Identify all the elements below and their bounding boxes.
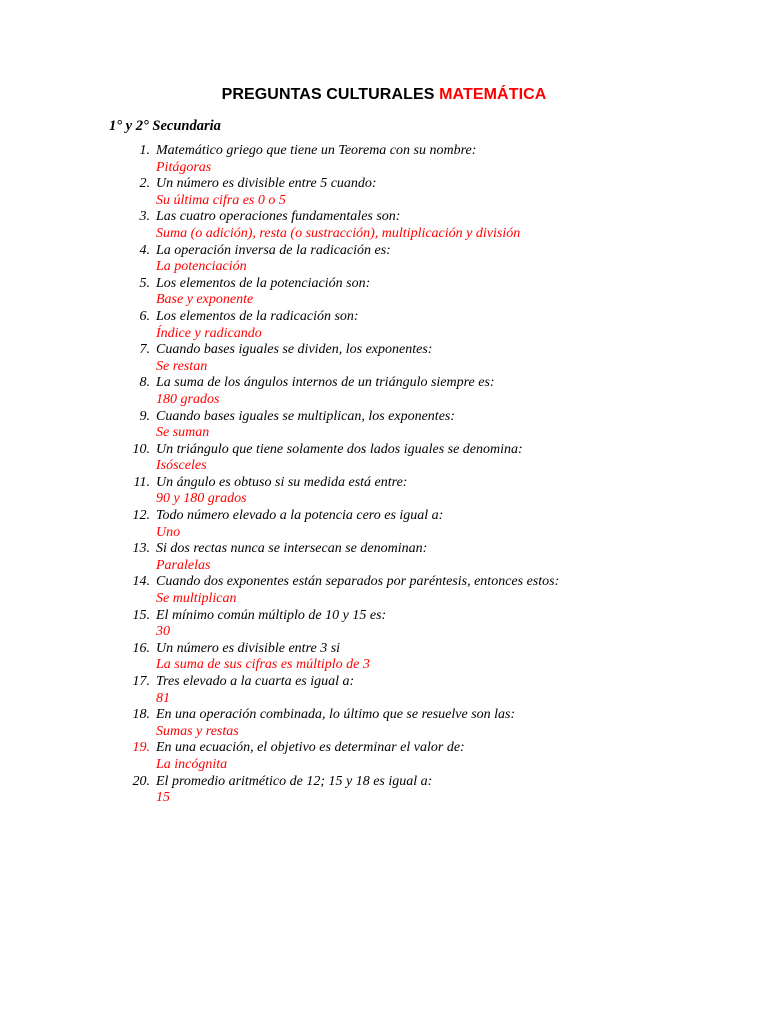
question-item — [0, 409, 768, 442]
answer-text: Índice y radicando — [156, 325, 262, 341]
answer-text: Se suman — [156, 425, 210, 441]
question-number: 20. — [132, 773, 150, 789]
question-text: Si dos rectas nunca se intersecan se denominan: — [156, 541, 428, 557]
question-text: Cuando dos exponentes están separados por paréntesis, entonces estos: — [156, 574, 560, 590]
answer-text: Isósceles — [156, 458, 207, 474]
question-item — [0, 442, 768, 475]
question-item — [0, 375, 768, 408]
answer-text: Paralelas — [156, 557, 211, 573]
question-number: 13. — [132, 541, 150, 557]
question-text: En una ecuación, el objetivo es determinar el valor de: — [156, 740, 465, 756]
question-text: El promedio aritmético de 12; 15 y 18 es igual a: — [156, 773, 433, 789]
question-number: 8. — [139, 375, 150, 391]
question-text: Los elementos de la potenciación son: — [156, 275, 371, 291]
question-item — [0, 541, 768, 574]
question-number: 16. — [132, 640, 150, 656]
question-text: El mínimo común múltiplo de 10 y 15 es: — [156, 607, 387, 623]
question-text: Todo número elevado a la potencia cero es igual a: — [156, 508, 444, 524]
question-item — [0, 641, 768, 674]
answer-text: La potenciación — [156, 259, 247, 275]
question-text: Tres elevado a la cuarta es igual a: — [156, 674, 355, 689]
question-item — [0, 243, 768, 276]
question-item — [0, 608, 768, 641]
question-number: 12. — [132, 508, 150, 524]
answer-text: Suma (o adición), resta (o sustracción), multiplicación y división — [156, 225, 521, 241]
question-item — [0, 674, 768, 707]
answer-text: La incógnita — [156, 756, 228, 772]
question-text: Un número es divisible entre 5 cuando: — [156, 176, 377, 192]
question-item — [0, 740, 768, 773]
question-list — [0, 143, 768, 807]
question-text: Cuando bases iguales se dividen, los exponentes: — [156, 342, 433, 358]
question-text: Cuando bases iguales se multiplican, los exponentes: — [156, 408, 456, 424]
question-number: 18. — [132, 707, 150, 723]
question-number: 10. — [132, 441, 150, 457]
answer-text: Se multiplican — [156, 591, 237, 607]
question-item — [0, 342, 768, 375]
question-text: Las cuatro operaciones fundamentales son: — [156, 209, 401, 225]
question-item — [0, 143, 768, 176]
question-item — [0, 707, 768, 740]
answer-text: Sumas y restas — [156, 723, 239, 739]
question-number: 9. — [139, 408, 150, 424]
title-main: PREGUNTAS CULTURALES — [221, 86, 440, 103]
answer-text: 180 grados — [156, 391, 220, 407]
question-number: 19. — [132, 740, 150, 756]
question-number: 14. — [132, 574, 150, 590]
question-item — [0, 309, 768, 342]
answer-text: Se restan — [156, 358, 208, 374]
question-number: 3. — [139, 209, 150, 225]
answer-text: 30 — [156, 624, 170, 640]
question-number: 15. — [132, 607, 150, 623]
answer-text: Su última cifra es 0 o 5 — [156, 192, 286, 208]
answer-text: La suma de sus cifras es múltiplo de 3 — [156, 657, 370, 673]
question-text: La operación inversa de la radicación es: — [156, 242, 391, 258]
question-item — [0, 209, 768, 242]
page-title — [0, 86, 768, 104]
answer-text: Base y exponente — [156, 292, 254, 308]
question-number: 2. — [139, 176, 150, 192]
answer-text: Pitágoras — [156, 159, 212, 175]
question-item — [0, 176, 768, 209]
question-item — [0, 574, 768, 607]
question-text: En una operación combinada, lo último que se resuelve son las: — [156, 707, 516, 723]
question-item — [0, 276, 768, 309]
question-text: Matemático griego que tiene un Teorema con su nombre: — [156, 143, 477, 158]
question-text: Un número es divisible entre 3 si — [156, 640, 341, 656]
question-number: 4. — [139, 242, 150, 258]
question-item — [0, 475, 768, 508]
question-item — [0, 508, 768, 541]
question-number: 5. — [139, 275, 150, 291]
question-text: Un triángulo que tiene solamente dos lados iguales se denomina: — [156, 441, 523, 457]
grade-subtitle: 1° y 2° Secundaria — [109, 118, 221, 134]
question-number: 17. — [132, 674, 150, 689]
question-number: 1. — [139, 143, 150, 158]
question-text: Un ángulo es obtuso si su medida está entre: — [156, 474, 408, 490]
question-number: 6. — [139, 308, 150, 324]
question-text: Los elementos de la radicación son: — [156, 308, 359, 324]
question-text: La suma de los ángulos internos de un triángulo siempre es: — [156, 375, 495, 391]
question-item — [0, 774, 768, 807]
answer-text: 90 y 180 grados — [156, 491, 247, 507]
question-number: 11. — [133, 474, 150, 490]
answer-text: 15 — [156, 790, 170, 806]
question-number: 7. — [139, 342, 150, 358]
title-accent: MATEMÁTICA — [439, 86, 547, 103]
answer-text: Uno — [156, 524, 181, 540]
answer-text: 81 — [156, 690, 170, 706]
